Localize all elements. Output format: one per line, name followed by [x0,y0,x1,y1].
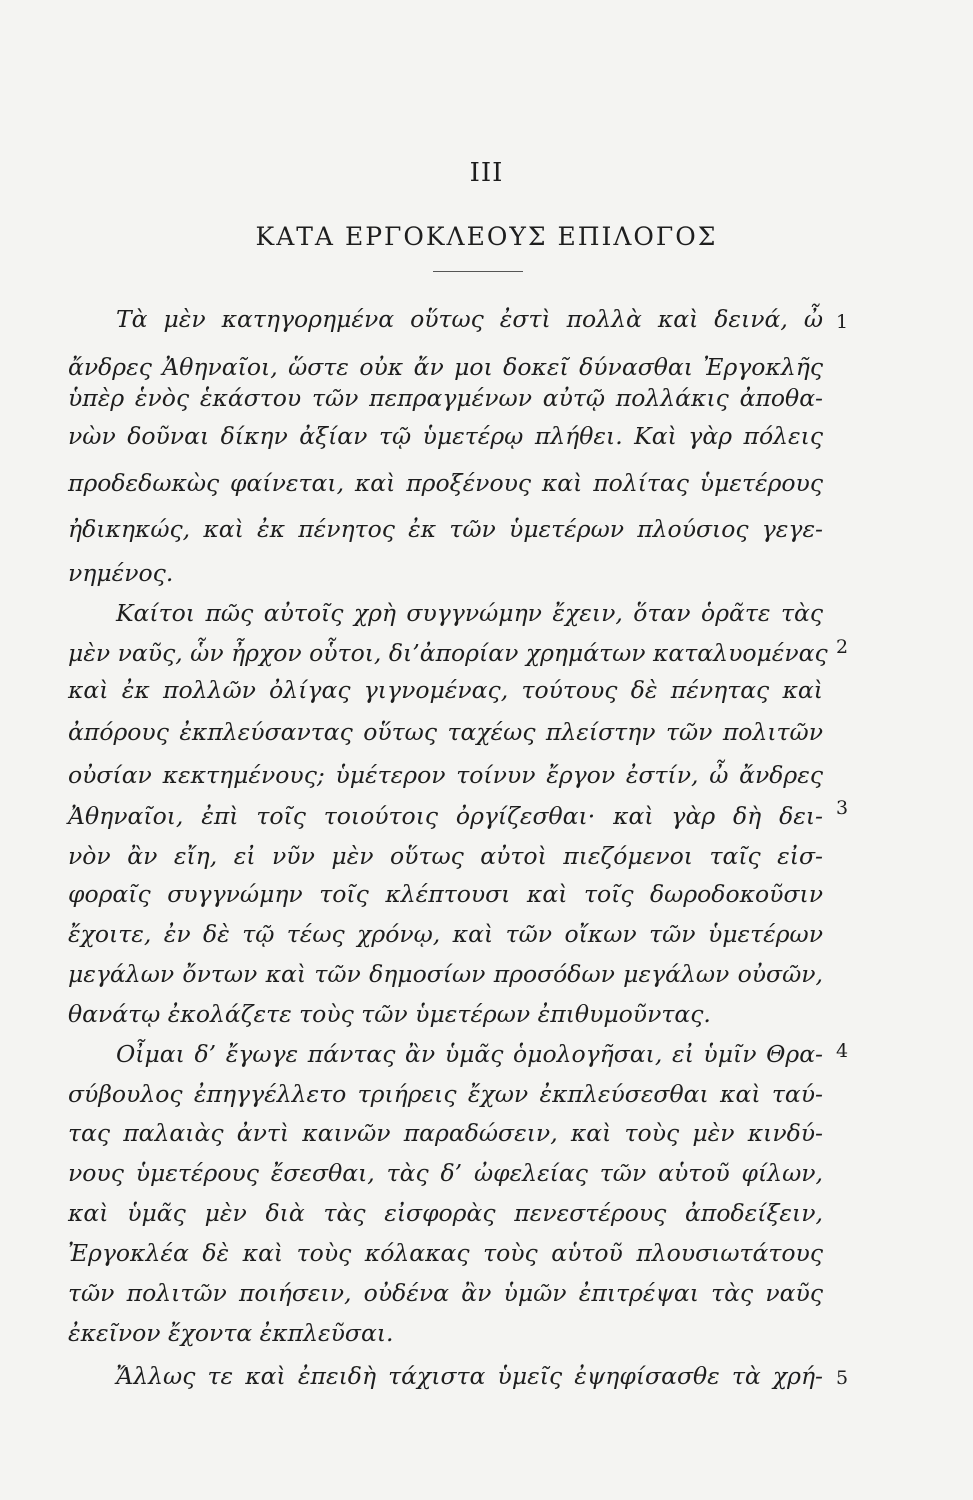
text-line: ὑπὲρ ἑνὸς ἑκάστου τῶν πεπραγμένων αὐτῷ πολλάκις ἀποθα- [68,384,823,412]
text-line: νὸν ἂν εἴη, εἰ νῦν μὲν οὕτως αὐτοὶ πιεζόμενοι ταῖς εἰσ- [68,842,823,870]
text-line: φοραῖς συγγνώμην τοῖς κλέπτουσι καὶ τοῖς δωροδοκοῦσιν [68,880,823,908]
text-line: ἀπόρους ἐκπλεύσαντας οὕτως ταχέως πλείστην τῶν πολιτῶν [68,718,823,746]
text-line: νημένος. [68,559,174,587]
chapter-number: III [469,158,504,188]
text-line: Ἀθηναῖοι, ἐπὶ τοῖς τοιούτοις ὀργίζεσθαι· καὶ γὰρ δὴ δει- [68,802,823,830]
text-line: ἔχοιτε, ἐν δὲ τῷ τέως χρόνῳ, καὶ τῶν οἴκων τῶν ὑμετέρων [68,920,823,948]
text-line: τας παλαιὰς ἀντὶ καινῶν παραδώσειν, καὶ τοὺς μὲν κινδύ- [68,1119,823,1147]
text-line: Ἄλλως τε καὶ ἐπειδὴ τάχιστα ὑμεῖς ἐψηφίσασθε τὰ χρή- [116,1362,823,1390]
text-line: προδεδωκὼς φαίνεται, καὶ προξένους καὶ πολίτας ὑμετέρους [68,469,823,497]
section-number: 3 [836,797,849,819]
text-line: καὶ ὑμᾶς μὲν διὰ τὰς εἰσφορὰς πενεστέρους ἀποδείξειν, [68,1199,823,1227]
speech-title: ΚΑΤΑ ΕΡΓΟΚΛΕΟΥΣ ΕΠΙΛΟΓΟΣ [255,222,718,251]
text-line: ἐκεῖνον ἔχοντα ἐκπλεῦσαι. [68,1319,394,1347]
text-line: τῶν πολιτῶν ποιήσειν, οὐδένα ἂν ὑμῶν ἐπιτρέψαι τὰς ναῦς [68,1279,823,1307]
text-line: θανάτῳ ἐκολάζετε τοὺς τῶν ὑμετέρων ἐπιθυμοῦντας. [68,1000,711,1028]
text-line: νὼν δοῦναι δίκην ἀξίαν τῷ ὑμετέρῳ πλήθει. Καὶ γὰρ πόλεις [68,422,823,450]
text-line: ἠδικηκώς, καὶ ἐκ πένητος ἐκ τῶν ὑμετέρων πλούσιος γεγε- [68,515,823,543]
text-line: Οἶμαι δ’ ἔγωγε πάντας ἂν ὑμᾶς ὁμολογῆσαι, εἰ ὑμῖν Θρα- [116,1040,823,1068]
text-line: ἄνδρες Ἀθηναῖοι, ὥστε οὐκ ἄν μοι δοκεῖ δύνασθαι Ἐργοκλῆς [68,353,823,381]
text-line: μεγάλων ὄντων καὶ τῶν δημοσίων προσόδων μεγάλων οὐσῶν, [68,960,823,988]
text-line: σύβουλος ἐπηγγέλλετο τριήρεις ἔχων ἐκπλεύσεσθαι καὶ ταύ- [68,1080,823,1108]
text-line: Τὰ μὲν κατηγορημένα οὕτως ἐστὶ πολλὰ καὶ δεινά, ὦ [116,305,823,333]
section-number: 4 [836,1040,849,1062]
title-rule [433,271,523,272]
text-line: μὲν ναῦς, ὧν ἦρχον οὗτοι, δι’ἀπορίαν χρημάτων καταλυομένας [68,639,828,667]
text-line: νους ὑμετέρους ἔσεσθαι, τὰς δ’ ὠφελείας τῶν αὑτοῦ φίλων, [68,1159,823,1187]
text-line: Καίτοι πῶς αὐτοῖς χρὴ συγγνώμην ἔχειν, ὅταν ὁρᾶτε τὰς [116,599,823,627]
section-number: 5 [836,1367,849,1389]
text-line: καὶ ἐκ πολλῶν ὀλίγας γιγνομένας, τούτους δὲ πένητας καὶ [68,676,823,704]
section-number: 1 [836,311,849,333]
text-line: οὐσίαν κεκτημένους; ὑμέτερον τοίνυν ἔργον ἐστίν, ὦ ἄνδρες [68,761,823,789]
section-number: 2 [836,636,849,658]
text-line: Ἐργοκλέα δὲ καὶ τοὺς κόλακας τοὺς αὑτοῦ πλουσιωτάτους [68,1239,823,1267]
